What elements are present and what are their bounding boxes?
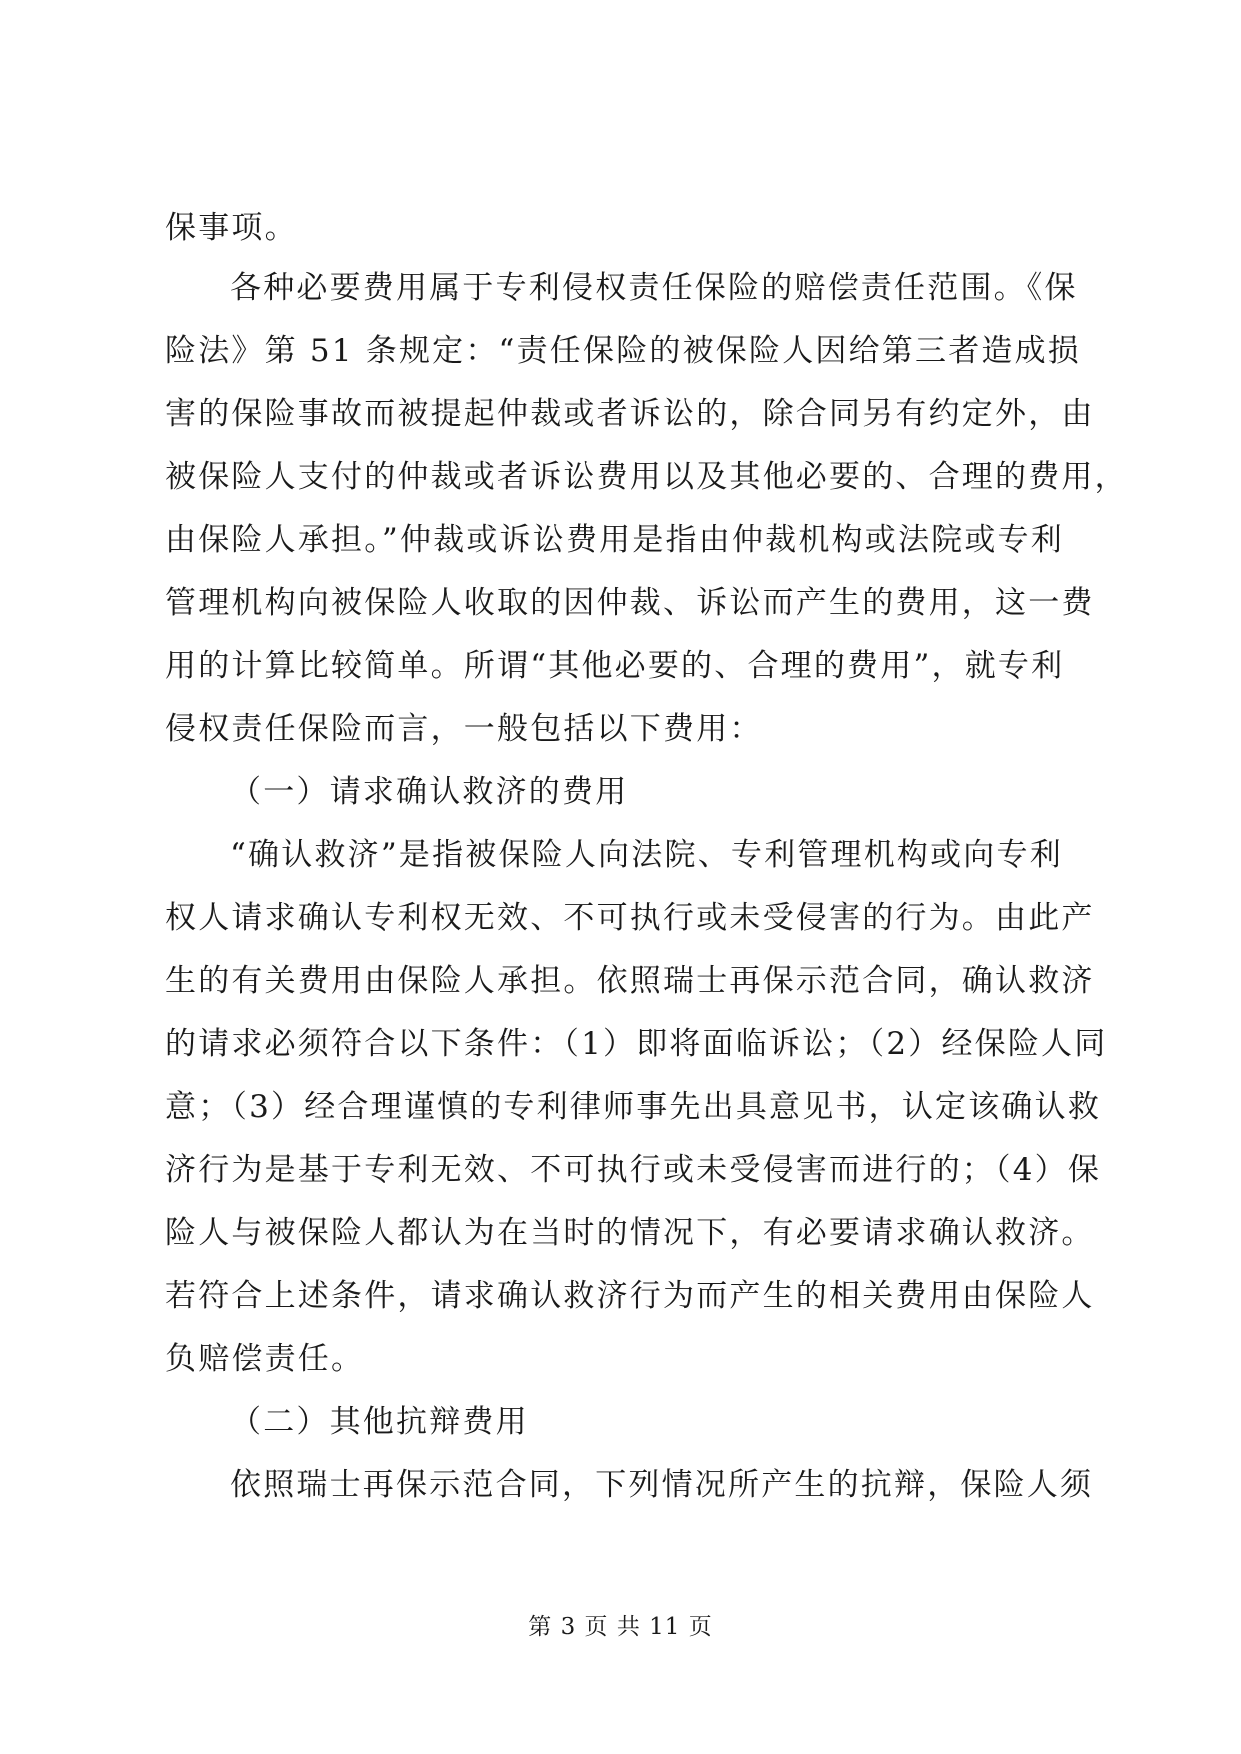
text-line: 生的有关费用由保险人承担。依照瑞士再保示范合同，确认救济 [165, 963, 1095, 999]
paragraph-start: 依照瑞士再保示范合同，下列情况所产生的抗辩，保险人须 [230, 1467, 1094, 1503]
text-line: 负赔偿责任。 [165, 1341, 365, 1377]
text-line: 意；（3）经合理谨慎的专利律师事先出具意见书，认定该确认救 [165, 1089, 1102, 1125]
text-line: 保事项。 [165, 210, 298, 246]
text-line: 管理机构向被保险人收取的因仲裁、诉讼而产生的费用，这一费 [165, 585, 1095, 621]
text-line: 险人与被保险人都认为在当时的情况下，有必要请求确认救济。 [165, 1215, 1095, 1251]
text-line: 济行为是基于专利无效、不可执行或未受侵害而进行的；（4）保 [165, 1152, 1102, 1188]
text-line: 侵权责任保险而言，一般包括以下费用： [165, 711, 763, 747]
text-line: 权人请求确认专利权无效、不可执行或未受侵害的行为。由此产 [165, 900, 1095, 936]
text-line: 用的计算比较简单。所谓“其他必要的、合理的费用”，就专利 [165, 648, 1065, 684]
paragraph-start: 各种必要费用属于专利侵权责任保险的赔偿责任范围。《保 [230, 270, 1078, 306]
text-line: 的请求必须符合以下条件：（1）即将面临诉讼；（2）经保险人同 [165, 1026, 1108, 1062]
text-line: 若符合上述条件，请求确认救济行为而产生的相关费用由保险人 [165, 1278, 1095, 1314]
paragraph-start: “确认救济”是指被保险人向法院、专利管理机构或向专利 [230, 837, 1063, 873]
text-line: 害的保险事故而被提起仲裁或者诉讼的，除合同另有约定外，由 [165, 396, 1095, 432]
section-heading: （一）请求确认救济的费用 [230, 774, 629, 810]
page-number-footer: 第 3 页 共 11 页 [528, 1614, 713, 1640]
text-line: 由保险人承担。”仲裁或诉讼费用是指由仲裁机构或法院或专利 [165, 522, 1064, 558]
text-line: 险法》第 51 条规定：“责任保险的被保险人因给第三者造成损 [165, 333, 1081, 369]
section-heading: （二）其他抗辩费用 [230, 1404, 529, 1440]
text-line: 被保险人支付的仲裁或者诉讼费用以及其他必要的、合理的费用， [165, 459, 1128, 495]
